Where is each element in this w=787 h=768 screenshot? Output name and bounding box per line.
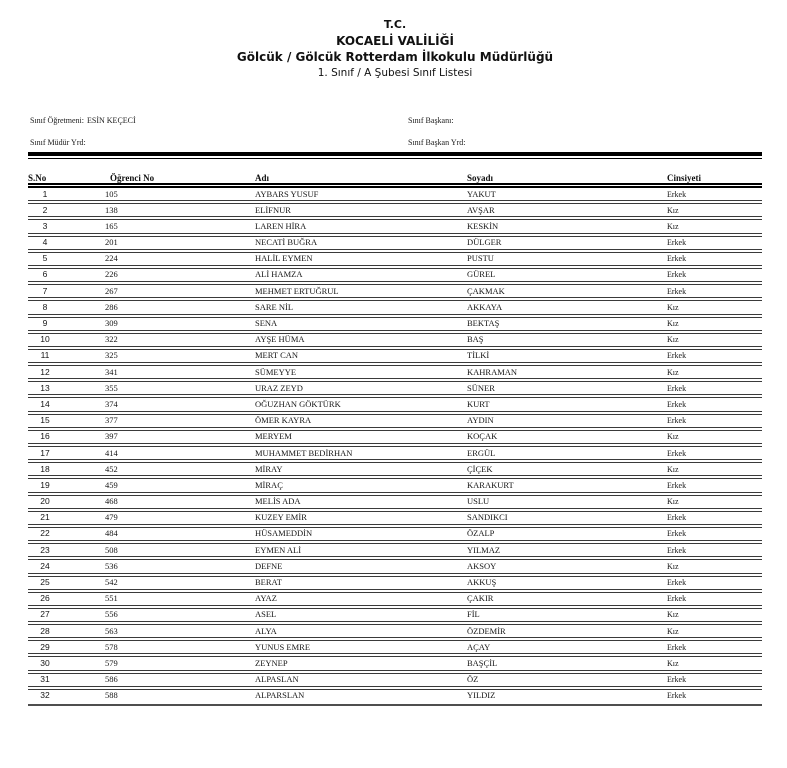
row-gender: Kız [667, 302, 679, 312]
table-row [28, 318, 762, 334]
row-sno: 13 [40, 382, 50, 393]
row-studentno: 586 [105, 674, 118, 685]
meta-class-teacher-value: ESİN KEÇECİ [87, 116, 136, 125]
row-gender: Kız [667, 497, 679, 507]
row-firstname: BERAT [255, 577, 282, 587]
row-sno: 10 [40, 334, 50, 345]
meta-class-vice-president [408, 138, 468, 147]
row-surname: SÜNER [467, 382, 495, 393]
row-firstname: MİRAÇ [255, 479, 283, 490]
row-sno: 11 [40, 350, 50, 361]
row-sno: 9 [42, 318, 48, 328]
table-row [28, 609, 762, 625]
row-studentno: 267 [105, 285, 118, 296]
row-studentno: 322 [105, 334, 118, 345]
table-row [28, 382, 762, 398]
column-header-firstname: Adı [255, 173, 270, 183]
meta-class-vice-president-label: Sınıf Başkan Yrd: [408, 138, 466, 147]
table-row [28, 431, 762, 447]
row-surname: DÜLGER [467, 237, 502, 248]
row-sno: 19 [40, 479, 50, 490]
row-sno: 17 [40, 447, 50, 458]
row-gender: Erkek [667, 416, 687, 426]
row-sno: 2 [42, 204, 48, 215]
table-row [28, 366, 762, 382]
column-header-sno: S.No [28, 173, 47, 183]
row-studentno: 536 [105, 560, 118, 571]
table-row [28, 657, 762, 673]
row-studentno: 579 [105, 657, 118, 668]
table-row [28, 690, 762, 706]
row-gender: Erkek [667, 480, 687, 490]
row-sno: 22 [40, 528, 50, 539]
table-row [28, 625, 762, 641]
row-studentno: 226 [105, 269, 118, 280]
row-firstname: NECATİ BUĞRA [255, 237, 318, 248]
row-firstname: OĞUZHAN GÖKTÜRK [255, 398, 341, 409]
row-studentno: 556 [105, 609, 118, 620]
row-sno: 29 [40, 641, 50, 652]
row-studentno: 138 [105, 204, 118, 215]
table-row [28, 220, 762, 236]
row-gender: Erkek [667, 254, 687, 264]
student-rows [28, 188, 762, 706]
row-sno: 15 [40, 415, 50, 426]
row-surname: AKKUŞ [467, 577, 497, 587]
row-gender: Kız [667, 610, 679, 620]
table-row [28, 447, 762, 463]
row-gender: Erkek [667, 545, 687, 555]
row-sno: 24 [40, 560, 50, 571]
row-gender: Kız [667, 367, 679, 377]
row-sno: 30 [40, 657, 50, 668]
row-studentno: 397 [105, 431, 118, 442]
table-row [28, 463, 762, 479]
table-row [28, 204, 762, 220]
row-sno: 4 [42, 237, 48, 248]
row-surname: KURT [467, 398, 490, 409]
row-sno: 27 [40, 609, 50, 620]
row-gender: Kız [667, 205, 679, 215]
row-firstname: AYBARS YUSUF [255, 188, 319, 199]
table-row [28, 285, 762, 301]
row-sno: 16 [40, 431, 50, 442]
row-sno: 32 [40, 690, 50, 701]
row-sno: 21 [40, 512, 50, 523]
list-subtitle: 1. Sınıf / A Şubesi Sınıf Listesi [317, 67, 473, 79]
row-firstname: LAREN HİRA [255, 220, 307, 231]
table-row [28, 496, 762, 512]
row-gender: Kız [667, 319, 679, 328]
row-studentno: 459 [105, 479, 118, 490]
table-row [28, 334, 762, 350]
row-firstname: MELİS ADA [255, 496, 301, 507]
row-surname: ERGÜL [467, 447, 496, 458]
table-row [28, 188, 762, 204]
row-surname: AÇAY [467, 641, 491, 652]
row-firstname: ALİ HAMZA [255, 269, 303, 280]
row-firstname: MEHMET ERTUĞRUL [255, 285, 339, 296]
table-row [28, 415, 762, 431]
row-gender: Erkek [667, 578, 687, 587]
row-firstname: MUHAMMET BEDİRHAN [255, 447, 353, 458]
row-firstname: HALİL EYMEN [255, 253, 313, 264]
row-studentno: 165 [105, 220, 118, 231]
table-row [28, 674, 762, 690]
table-row [28, 253, 762, 269]
row-surname: YILMAZ [467, 544, 501, 555]
row-firstname: EYMEN ALİ [255, 544, 302, 555]
row-studentno: 355 [105, 382, 118, 393]
row-studentno: 551 [105, 593, 118, 604]
governorship-title: KOCAELİ VALİLİĞİ [336, 34, 454, 48]
row-sno: 3 [42, 220, 48, 231]
row-surname: ÇİÇEK [467, 463, 493, 474]
table-row [28, 528, 762, 544]
row-surname: ÖZALP [467, 528, 495, 539]
column-header-surname: Soyadı [467, 173, 494, 183]
row-sno: 14 [40, 398, 50, 409]
column-header-gender: Cinsiyeti [667, 173, 702, 183]
row-firstname: MERT CAN [255, 350, 299, 361]
row-studentno: 105 [105, 188, 118, 199]
row-studentno: 374 [105, 398, 118, 409]
row-surname: AYDIN [467, 415, 494, 426]
row-surname: ÇAKIR [467, 593, 494, 604]
column-header-studentno: Öğrenci No [110, 173, 155, 183]
row-gender: Erkek [667, 691, 687, 701]
table-row [28, 593, 762, 609]
row-surname: YAKUT [467, 188, 496, 199]
row-studentno: 286 [105, 301, 118, 312]
row-gender: Erkek [667, 594, 687, 604]
school-title: Gölcük / Gölcük Rotterdam İlkokulu Müdürlüğü [236, 50, 554, 64]
row-firstname: ALYA [255, 625, 277, 636]
row-firstname: ALPASLAN [255, 674, 299, 685]
meta-class-president-label: Sınıf Başkanı: [408, 116, 454, 125]
row-firstname: AYŞE HÜMA [255, 334, 305, 345]
row-firstname: SARE NİL [255, 301, 294, 312]
row-sno: 8 [42, 301, 48, 312]
row-firstname: MERYEM [255, 431, 292, 442]
row-surname: TİLKİ [467, 350, 490, 361]
row-surname: KARAKURT [467, 479, 514, 490]
row-gender: Erkek [667, 642, 687, 652]
row-sno: 12 [40, 366, 50, 377]
row-firstname: DEFNE [255, 560, 283, 571]
row-studentno: 563 [105, 625, 118, 636]
row-surname: ÖZDEMİR [467, 625, 506, 636]
row-studentno: 309 [105, 318, 118, 328]
row-firstname: MİRAY [255, 463, 283, 474]
row-sno: 5 [42, 253, 48, 264]
row-studentno: 468 [105, 496, 118, 507]
row-surname: FİL [467, 609, 480, 620]
row-firstname: HÜSAMEDDİN [255, 528, 313, 539]
row-surname: PUSTU [467, 253, 494, 264]
row-gender: Erkek [667, 383, 687, 393]
row-firstname: SENA [255, 318, 278, 328]
row-surname: ÖZ [467, 674, 479, 685]
row-gender: Kız [667, 464, 679, 474]
row-sno: 20 [40, 496, 50, 507]
row-surname: KESKİN [467, 220, 499, 231]
row-studentno: 452 [105, 463, 118, 474]
row-firstname: ELİFNUR [255, 204, 291, 215]
row-sno: 1 [42, 188, 48, 199]
row-gender: Kız [667, 335, 679, 345]
table-row [28, 560, 762, 576]
row-studentno: 341 [105, 366, 118, 377]
row-firstname: ALPARSLAN [255, 690, 305, 701]
table-row [28, 350, 762, 366]
row-gender: Erkek [667, 189, 687, 199]
row-gender: Kız [667, 658, 679, 668]
table-row [28, 479, 762, 495]
row-studentno: 542 [105, 577, 118, 587]
row-surname: ÇAKMAK [467, 285, 505, 296]
row-studentno: 325 [105, 350, 118, 361]
row-gender: Kız [667, 432, 679, 442]
row-firstname: ZEYNEP [255, 657, 288, 668]
row-surname: SANDIKCI [467, 512, 508, 523]
row-surname: AVŞAR [467, 204, 495, 215]
row-sno: 26 [40, 593, 50, 604]
row-gender: Erkek [667, 675, 687, 685]
row-studentno: 479 [105, 512, 118, 523]
row-firstname: ÖMER KAYRA [255, 415, 312, 426]
meta-class-teacher-label: Sınıf Öğretmeni: [30, 116, 84, 125]
row-sno: 18 [40, 463, 50, 474]
row-surname: BEKTAŞ [467, 318, 500, 328]
row-gender: Erkek [667, 399, 687, 409]
row-firstname: YUNUS EMRE [255, 641, 311, 652]
row-sno: 28 [40, 625, 50, 636]
row-studentno: 578 [105, 641, 118, 652]
row-surname: AKSOY [467, 560, 497, 571]
row-studentno: 201 [105, 237, 118, 248]
meta-class-president [408, 116, 457, 125]
row-studentno: 588 [105, 690, 118, 701]
student-list-table [28, 159, 762, 706]
meta-vice-principal-label: Sınıf Müdür Yrd: [30, 138, 86, 147]
row-firstname: URAZ ZEYD [255, 382, 303, 393]
row-sno: 7 [42, 285, 48, 296]
document-header [28, 17, 762, 81]
row-firstname: KUZEY EMİR [255, 512, 307, 523]
row-gender: Kız [667, 626, 679, 636]
row-firstname: SÜMEYYE [255, 366, 297, 377]
row-surname: BAŞ [467, 334, 484, 345]
row-sno: 31 [40, 674, 50, 685]
row-gender: Erkek [667, 351, 687, 361]
row-surname: GÜREL [467, 269, 496, 280]
row-studentno: 484 [105, 528, 118, 539]
row-studentno: 224 [105, 253, 118, 264]
row-surname: KOÇAK [467, 431, 498, 442]
row-surname: AKKAYA [467, 301, 503, 312]
row-firstname: ASEL [255, 609, 277, 620]
row-sno: 23 [40, 544, 50, 555]
row-gender: Erkek [667, 513, 687, 523]
row-sno: 6 [42, 269, 48, 280]
row-sno: 25 [40, 577, 50, 587]
row-gender: Erkek [667, 448, 687, 458]
meta-vice-principal [30, 138, 89, 147]
row-gender: Kız [667, 221, 679, 231]
table-row [28, 301, 762, 317]
meta-class-teacher [30, 116, 136, 125]
row-surname: KAHRAMAN [467, 366, 518, 377]
row-surname: YILDIZ [467, 690, 496, 701]
table-row [28, 512, 762, 528]
row-gender: Erkek [667, 270, 687, 280]
row-gender: Erkek [667, 238, 687, 248]
table-row [28, 641, 762, 657]
table-row [28, 398, 762, 414]
row-surname: USLU [467, 496, 490, 507]
table-header-row [28, 159, 762, 188]
republic-title: T.C. [383, 18, 407, 31]
row-studentno: 414 [105, 447, 118, 458]
row-gender: Erkek [667, 529, 687, 539]
row-surname: BAŞÇİL [467, 657, 498, 668]
table-row [28, 577, 762, 593]
row-gender: Erkek [667, 286, 687, 296]
row-firstname: AYAZ [255, 593, 277, 604]
row-studentno: 508 [105, 544, 118, 555]
table-row [28, 544, 762, 560]
separator-rule-thick [28, 152, 762, 156]
row-gender: Kız [667, 561, 679, 571]
table-row [28, 237, 762, 253]
table-row [28, 269, 762, 285]
row-studentno: 377 [105, 415, 118, 426]
